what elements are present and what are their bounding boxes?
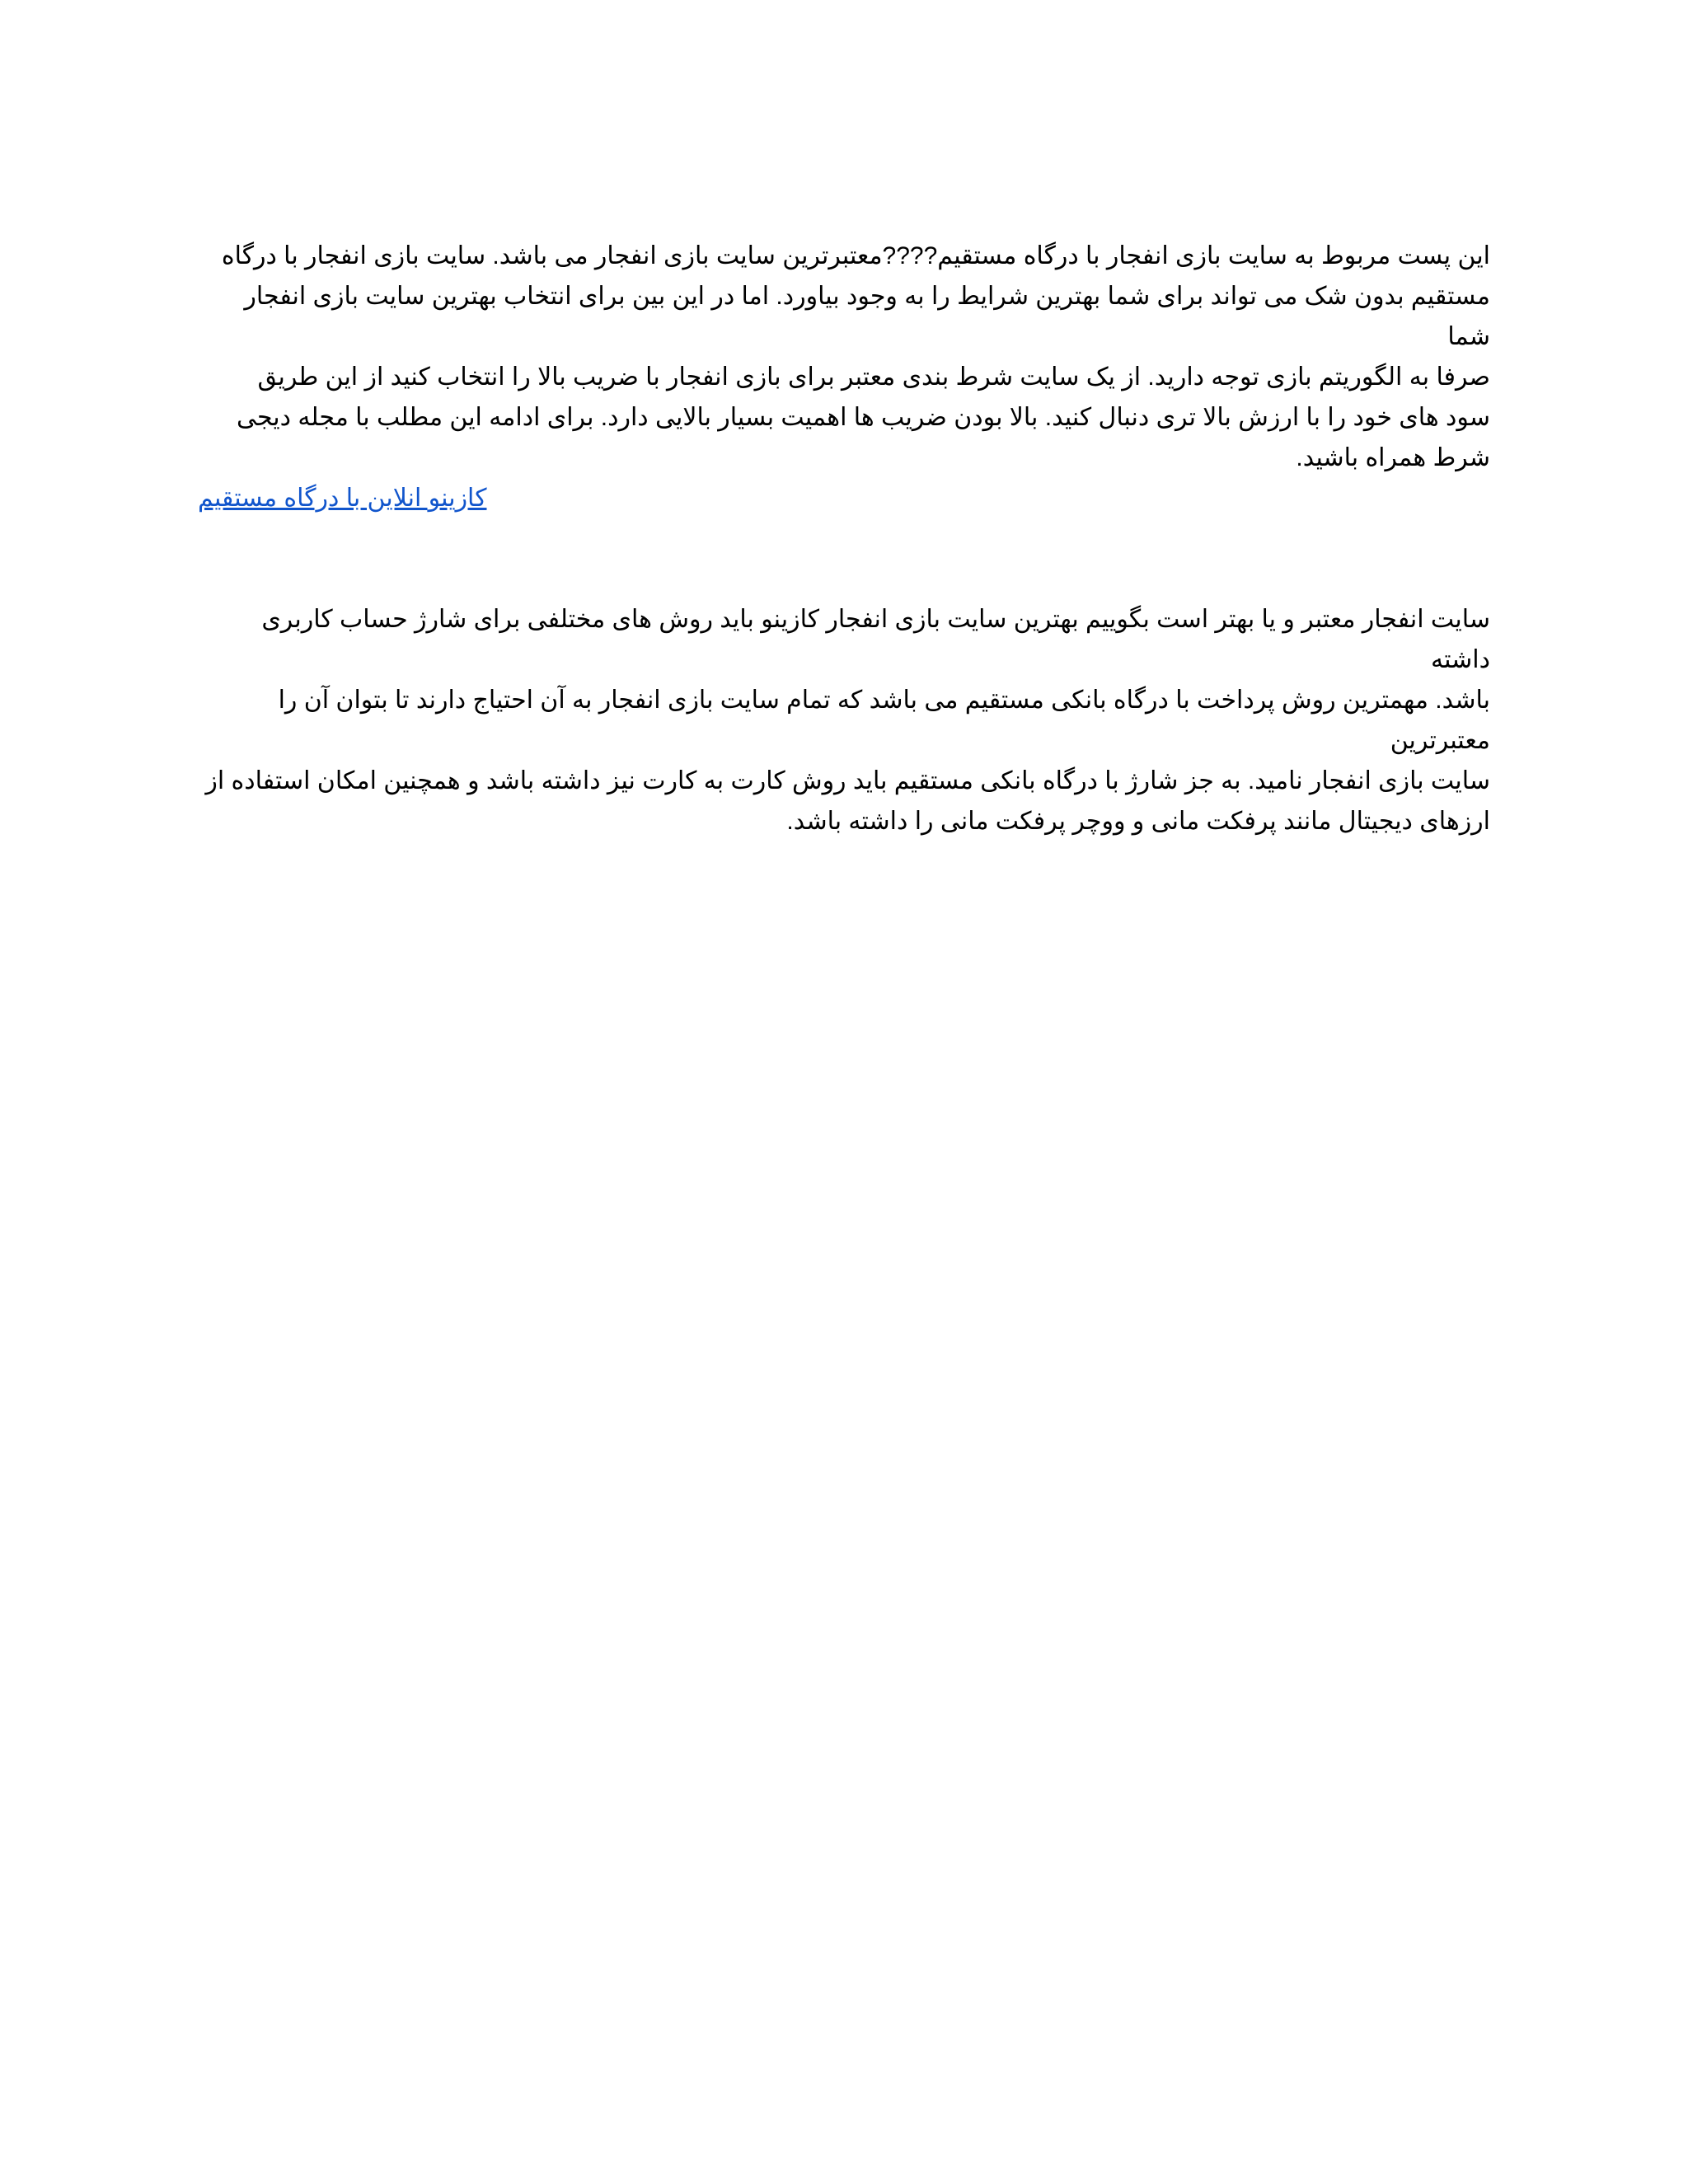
paragraph-line: صرفا به الگوریتم بازی توجه دارید. از یک سایت شرط بندی معتبر برای بازی انفجار با ضریب بالا را انتخاب کنید از این طریق <box>257 363 1490 391</box>
document-body <box>198 236 1490 841</box>
paragraph-line: ارزهای دیجیتال مانند پرفکت مانی و ووچر پرفکت مانی را داشته باشد. <box>786 808 1490 835</box>
link-line <box>198 478 1490 518</box>
paragraph-spacer <box>198 518 1490 599</box>
paragraph-payment <box>198 599 1490 841</box>
casino-link[interactable]: کازینو انلاین با درگاه مستقیم <box>198 485 487 512</box>
paragraph-line: شرط همراه باشید. <box>1296 444 1490 471</box>
paragraph-line: باشد. مهمترین روش پرداخت با درگاه بانکی مستقیم می باشد که تمام سایت بازی انفجار به آن احتیاج دارند تا بتوان آن را معتبرترین <box>278 687 1490 754</box>
paragraph-line: سایت بازی انفجار نامید. به جز شارژ با درگاه بانکی مستقیم باید روش کارت به کارت نیز داشته باشد و همچنین امکان استفاده از <box>205 767 1490 794</box>
paragraph-line: سود های خود را با ارزش بالا تری دنبال کنید. بالا بودن ضریب ها اهمیت بسیار بالایی دارد. برای ادامه این مطلب با مجله دیجی <box>236 404 1490 431</box>
paragraph-line: این پست مربوط به سایت بازی انفجار با درگاه مستقیم????معتبرترین سایت بازی انفجار می باشد. سایت بازی انفجار با درگاه <box>221 242 1490 269</box>
paragraph-line: مستقیم بدون شک می تواند برای شما بهترین شرایط را به وجود بیاورد. اما در این بین برای انتخاب بهترین سایت بازی انفجار شما <box>244 283 1490 350</box>
paragraph-intro <box>198 236 1490 478</box>
paragraph-line: سایت انفجار معتبر و یا بهتر است بگوییم بهترین سایت بازی انفجار کازینو باید روش های مختلفی برای شارژ حساب کاربری داشته <box>261 606 1490 673</box>
